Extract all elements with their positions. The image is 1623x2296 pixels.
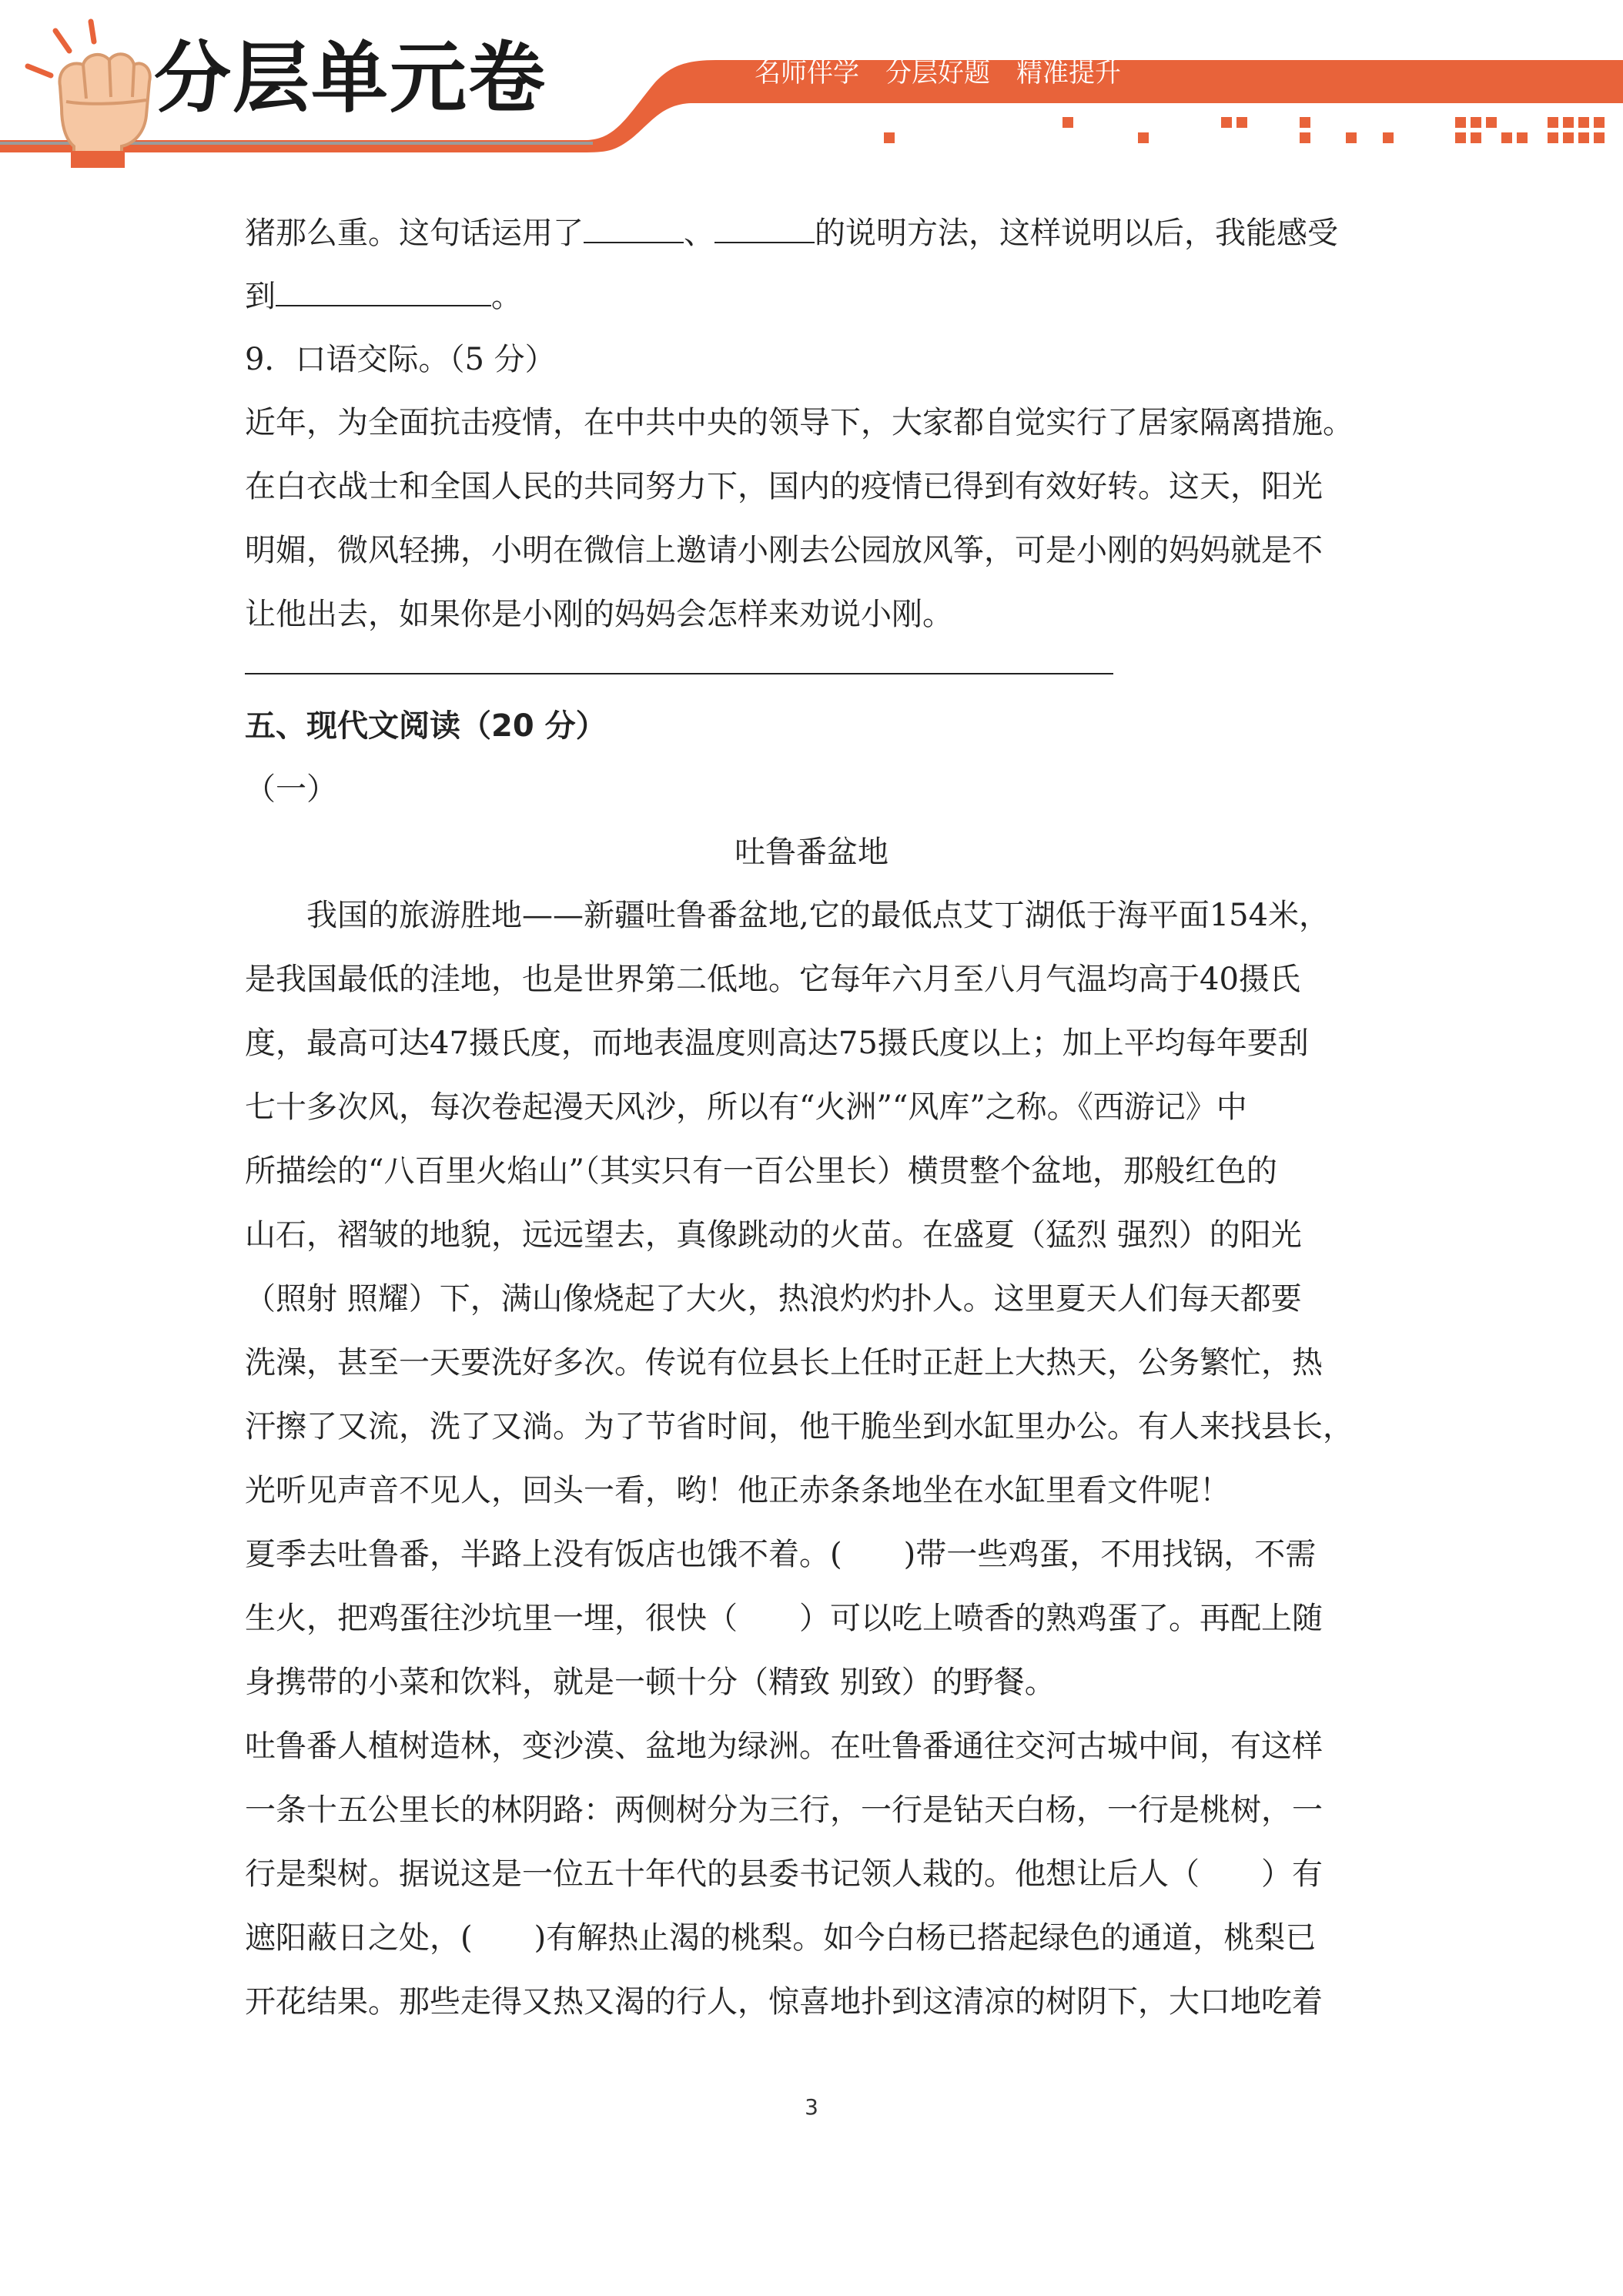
page-content xyxy=(245,202,1378,2034)
paragraph-line: 汗擦了又流，洗了又淌。为了节省时间，他干脆坐到水缸里办公。有人来找县长， xyxy=(245,1409,1354,1444)
slogan-item: 名师伴学 xyxy=(755,58,859,89)
article-title: 吐鲁番盆地 xyxy=(735,835,888,870)
paragraph-line: 生火，把鸡蛋往沙坑里一埋，很快（ ）可以吃上喷香的熟鸡蛋了。再配上随 xyxy=(245,1601,1323,1636)
article-paragraph-1 xyxy=(245,884,1378,1523)
section-title: 五、现代文阅读（20 分） xyxy=(245,708,607,744)
q9-prompt xyxy=(245,391,1378,647)
q9-line: 近年，为全面抗击疫情，在中共中央的领导下，大家都自觉实行了居家隔离措施。 xyxy=(245,405,1354,440)
page-number: 3 xyxy=(805,2094,818,2120)
paragraph-line: 行是梨树。据说这是一位五十年代的县委书记领人栽的。他想让后人（ ）有 xyxy=(245,1856,1323,1892)
q8-line-1 xyxy=(245,202,1378,265)
paragraph-line: 吐鲁番人植树造林，变沙漠、盆地为绿洲。在吐鲁番通往交河古城中间，有这样 xyxy=(245,1729,1323,1764)
answer-blank[interactable] xyxy=(584,211,684,243)
slogan-item: 精准提升 xyxy=(1016,58,1121,89)
q8-text: 。 xyxy=(491,279,522,314)
paragraph-line: 洗澡，甚至一天要洗好多次。传说有位县长上任时正赶上大热天，公务繁忙，热 xyxy=(245,1345,1323,1381)
paragraph-line: 七十多次风，每次卷起漫天风沙，所以有“火洲”“风库”之称。《西游记》中 xyxy=(245,1089,1247,1125)
paragraph-line: 开花结果。那些走得又热又渴的行人，惊喜地扑到这清凉的树阴下，大口地吃着 xyxy=(245,1984,1323,2020)
answer-blank[interactable] xyxy=(276,274,491,306)
q9-heading: 9．口语交际。（5 分） xyxy=(245,342,556,377)
header-slogan xyxy=(755,58,1147,89)
slogan-item: 分层好题 xyxy=(885,58,990,89)
paragraph-line: 夏季去吐鲁番，半路上没有饭店也饿不着。( )带一些鸡蛋，不用找锅，不需 xyxy=(245,1537,1317,1572)
paragraph-line: 身携带的小菜和饮料，就是一顿十分（精致 别致）的野餐。 xyxy=(245,1665,1056,1700)
paragraph-line: 度，最高可达47摄氏度，而地表温度则高达75摄氏度以上；加上平均每年要刮 xyxy=(245,1026,1309,1061)
paragraph-line: 所描绘的“八百里火焰山”（其实只有一百公里长）横贯整个盆地，那般红色的 xyxy=(245,1153,1277,1189)
q8-line-2 xyxy=(245,265,1378,328)
article-paragraph-2 xyxy=(245,1523,1378,1715)
paragraph-line: 一条十五公里长的林阴路：两侧树分为三行，一行是钻天白杨，一行是桃树，一 xyxy=(245,1792,1323,1828)
sub-section-label: （一） xyxy=(245,771,337,807)
answer-blank[interactable] xyxy=(714,211,815,243)
q9-line: 明媚，微风轻拂，小明在微信上邀请小刚去公园放风筝，可是小刚的妈妈就是不 xyxy=(245,533,1323,568)
q9-line: 让他出去，如果你是小刚的妈妈会怎样来劝说小刚。 xyxy=(245,597,953,632)
q8-text: 、 xyxy=(684,216,714,251)
paragraph-line: 山石，褶皱的地貌，远远望去，真像跳动的火苗。在盛夏（猛烈 强烈）的阳光 xyxy=(245,1217,1302,1253)
paragraph-line: 是我国最低的洼地，也是世界第二低地。它每年六月至八月气温均高于40摄氏 xyxy=(245,962,1300,997)
q9-line: 在白衣战士和全国人民的共同努力下，国内的疫情已得到有效好转。这天，阳光 xyxy=(245,469,1323,504)
q9-answer-line[interactable] xyxy=(245,673,1113,674)
q8-text: 的说明方法，这样说明以后，我能感受 xyxy=(815,216,1338,251)
paragraph-line: 我国的旅游胜地——新疆吐鲁番盆地,它的最低点艾丁湖低于海平面154米， xyxy=(306,898,1330,933)
paragraph-line: 遮阳蔽日之处，( )有解热止渴的桃梨。如今白杨已搭起绿色的通道，桃梨已 xyxy=(245,1920,1317,1956)
paragraph-line: 光听见声音不见人，回头一看，哟！他正赤条条地坐在水缸里看文件呢！ xyxy=(245,1473,1230,1508)
article-paragraph-3 xyxy=(245,1715,1378,2034)
paragraph-line: （照射 照耀）下，满山像烧起了大火，热浪灼灼扑人。这里夏天人们每天都要 xyxy=(245,1281,1302,1317)
page-header xyxy=(0,0,1623,177)
pixel-decoration xyxy=(884,117,1605,143)
brand-title: 分层单元卷 xyxy=(154,33,547,123)
q8-text: 猪那么重。这句话运用了 xyxy=(245,216,584,251)
q8-text: 到 xyxy=(245,279,276,314)
